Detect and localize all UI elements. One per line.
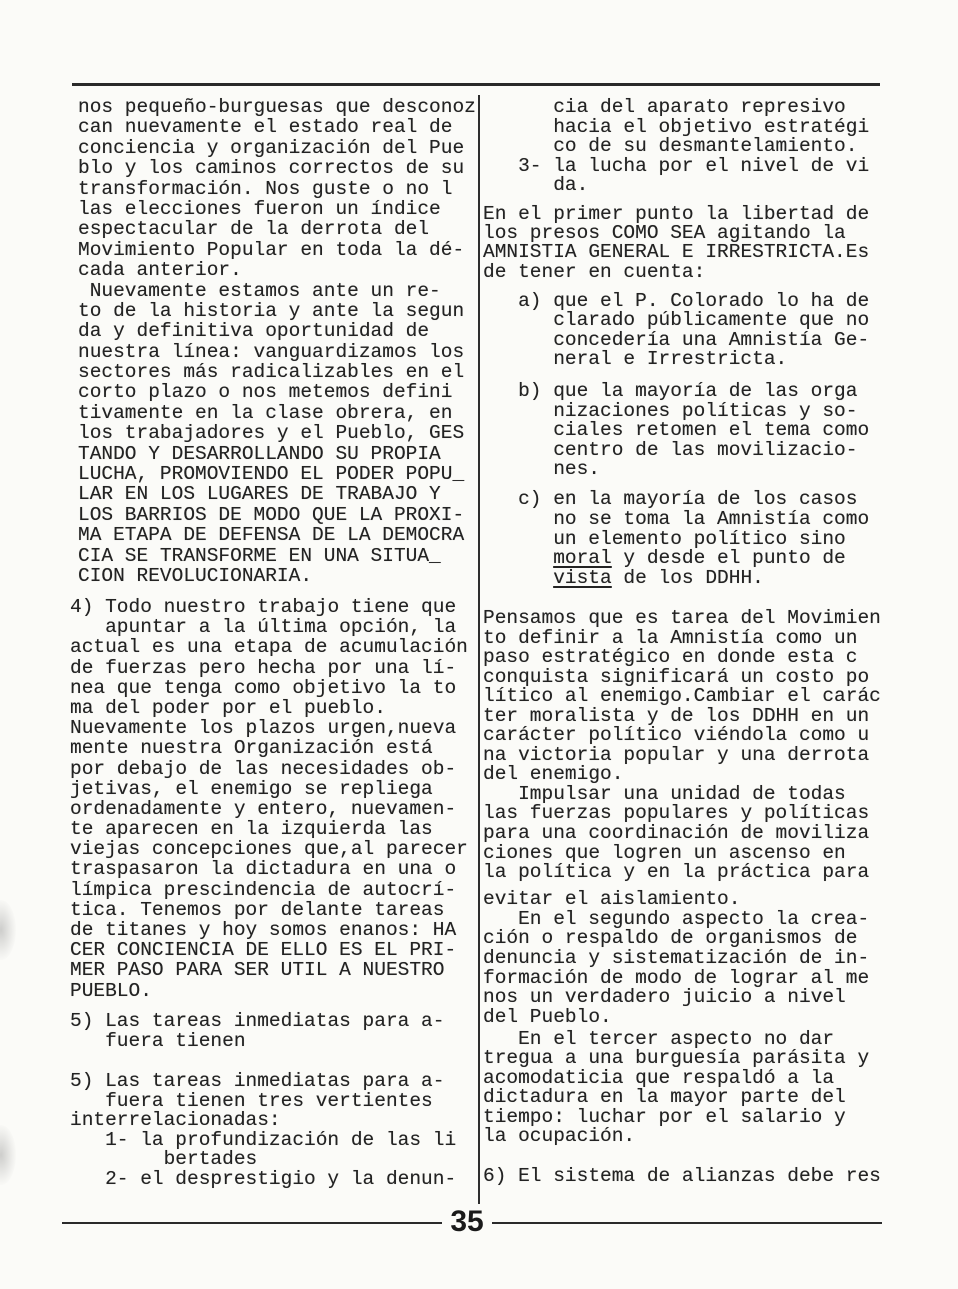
text-line: to de la historia y ante la segun — [78, 299, 465, 322]
text-line: ter moralista y de los DDHH en un — [483, 704, 870, 727]
text-line: corto plazo o nos metemos defini — [78, 381, 453, 404]
text-line: del Pueblo. — [483, 1006, 612, 1029]
text-line: lítico al enemigo.Cambiar el carác — [483, 685, 881, 708]
text-line: denuncia y sistematización de in- — [483, 947, 870, 970]
text-line: tivamente en la clase obrera, en — [78, 401, 453, 424]
right-paragraph-2 — [483, 205, 869, 282]
text-line: para una coordinación de moviliza — [483, 822, 870, 845]
text-line: AMNISTIA GENERAL E IRRESTRICTA.Es — [483, 241, 870, 264]
text-line: los presos COMO SEA agitando la — [483, 222, 846, 245]
text-line: actual es una etapa de acumulación — [70, 636, 468, 659]
text-segment: y desde el punto de — [611, 547, 846, 570]
list-item-a — [483, 292, 869, 370]
text-line: MA ETAPA DE DEFENSA DE LA DEMOCRA — [78, 524, 465, 547]
text-line: da y definitiva oportunidad de — [78, 320, 430, 343]
text-line: dictadura en la mayor parte del — [483, 1086, 846, 1109]
text-line: to definir a la Amnistía como un — [483, 626, 858, 649]
text-line: de titanes y hoy somos enanos: HA — [70, 919, 457, 941]
text-line: PUEBLO. — [70, 979, 152, 1002]
text-line: CION REVOLUCIONARIA. — [78, 564, 313, 587]
punch-hole-shadow — [0, 1125, 16, 1185]
text-line: interrelacionadas: — [70, 1109, 281, 1132]
left-paragraph-3 — [70, 1012, 444, 1051]
text-line: carácter político viéndola como u — [483, 724, 870, 747]
text-line: Impulsar una unidad de todas — [518, 782, 846, 805]
column-divider — [478, 95, 480, 1212]
underlined-word: vista — [553, 567, 612, 590]
text-line: nos pequeño-burguesas que desconoz — [78, 96, 476, 118]
text-line: ma del poder por el pueblo. — [70, 696, 386, 719]
text-line: En el primer punto la libertad de — [483, 203, 870, 225]
left-paragraph-4 — [70, 1072, 456, 1190]
text-line: te aparecen en la izquierda las — [70, 818, 433, 841]
text-line: 2- el desprestigio y la denun- — [105, 1167, 457, 1190]
text-line: fuera tienen tres vertientes — [105, 1089, 433, 1112]
page-number: 35 — [442, 1204, 492, 1240]
text-line: blo y los caminos correctos de su — [78, 157, 465, 180]
punch-hole-shadow — [0, 900, 16, 960]
text-line: LAR EN LOS LUGARES DE TRABAJO Y — [78, 483, 441, 506]
text-line: tregua a una burguesía parásita y — [483, 1047, 870, 1070]
text-line: da. — [553, 174, 589, 196]
text-line: centro de las movilizacio- — [553, 438, 858, 461]
right-paragraph-8 — [483, 1030, 869, 1146]
text-line: c) en la mayoría de los casos — [518, 488, 858, 510]
text-line: bertades — [163, 1148, 258, 1171]
text-line: nea que tenga como objetivo la to — [70, 676, 457, 699]
text-line: ciales retomen el tema como — [553, 419, 870, 442]
text-line: 4) Todo nuestro trabajo tiene que — [70, 596, 457, 618]
text-line: co de su desmantelamiento. — [553, 135, 858, 157]
text-line: las elecciones fueron un índice — [78, 197, 441, 220]
text-line: cia del aparato represivo — [553, 96, 846, 118]
text-line: acomodaticia que respaldó a la — [483, 1066, 835, 1089]
text-line: transformación. Nos guste o no l — [78, 177, 453, 200]
right-paragraph-9 — [483, 1166, 881, 1186]
text-line: sectores más radicalizables en el — [78, 361, 465, 384]
text-line: En el tercer aspecto no dar — [518, 1028, 835, 1050]
text-line: formación de modo de lograr al me — [483, 966, 870, 989]
text-line: Movimiento Popular en toda la dé- — [78, 238, 465, 261]
text-line: del enemigo. — [483, 763, 624, 786]
text-line: un elemento político sino — [553, 527, 846, 550]
text-line: 1- la profundización de las li — [105, 1128, 457, 1151]
text-line: los trabajadores y el Pueblo, GES — [78, 422, 465, 445]
text-line: LOS BARRIOS DE MODO QUE LA PROXI- — [78, 503, 465, 526]
left-paragraph-2 — [70, 597, 468, 1001]
text-line: clarado públicamente que no — [553, 309, 870, 332]
text-line: LUCHA, PROMOVIENDO EL PODER POPU_ — [78, 463, 465, 486]
text-segment: de los DDHH. — [611, 567, 764, 590]
text-line: nuestra línea: vanguardizamos los — [78, 340, 465, 363]
text-line: 5) Las tareas inmediatas para a- — [70, 1010, 445, 1032]
text-line: de fuerzas pero hecha por una lí- — [70, 656, 457, 679]
text-line: de tener en cuenta: — [483, 260, 706, 283]
text-line: En el segundo aspecto la crea- — [518, 907, 870, 930]
text-line: cada anterior. — [78, 259, 242, 282]
text-line: paso estratégico en donde esta c — [483, 646, 858, 669]
text-line: viejas concepciones que,al parecer — [70, 838, 468, 861]
text-line: espectacular de la derrota del — [78, 218, 430, 241]
text-line: las fuerzas populares y políticas — [483, 802, 870, 825]
text-line: fuera tienen — [105, 1029, 246, 1052]
text-line: nos un verdadero juicio a nivel — [483, 986, 846, 1009]
text-line: CER CONCIENCIA DE ELLO ES EL PRI- — [70, 939, 457, 962]
text-line: evitar el aislamiento. — [483, 888, 741, 910]
text-line: concedería una Amnistía Ge- — [553, 328, 870, 351]
text-line: hacia el objetivo estratégi — [553, 115, 870, 138]
top-rule — [72, 83, 880, 86]
right-paragraph-1 — [483, 98, 869, 196]
text-line: 3- la lucha por el nivel de vi — [518, 154, 870, 177]
text-line: 6) El sistema de alianzas debe res — [483, 1165, 881, 1187]
text-line: por debajo de las necesidades ob- — [70, 757, 457, 780]
text-line: nizaciones políticas y so- — [553, 399, 858, 422]
text-line: Nuevamente los plazos urgen,nueva — [70, 717, 457, 740]
text-line: ción o respaldo de organismos de — [483, 927, 858, 950]
text-line: a) que el P. Colorado lo ha de — [518, 290, 870, 312]
text-line: la política y en la práctica para — [483, 861, 870, 884]
text-line: can nuevamente el estado real de — [78, 116, 453, 139]
right-paragraph-7 — [483, 890, 869, 1028]
text-line — [483, 569, 869, 589]
text-line: ordenadamente y entero, nuevamen- — [70, 797, 457, 820]
text-line: tica. Tenemos por delante tareas — [70, 898, 445, 921]
text-line: jetivas, el enemigo se repliega — [70, 777, 433, 800]
text-line: mente nuestra Organización está — [70, 737, 433, 760]
list-item-b — [483, 382, 869, 480]
text-line: b) que la mayoría de las orga — [518, 380, 858, 402]
text-line: na victoria popular y una derrota — [483, 743, 870, 766]
text-line: nes. — [553, 458, 601, 481]
text-line: la ocupación. — [483, 1124, 636, 1147]
text-line: CIA SE TRANSFORME EN UNA SITUA_ — [78, 544, 441, 567]
text-line: ciones que logren un ascenso en — [483, 841, 846, 864]
text-line: tiempo: luchar por el salario y — [483, 1105, 846, 1128]
left-paragraph-1 — [78, 97, 476, 586]
text-line: conquista significará un costo po — [483, 665, 870, 688]
text-line: traspasaron la dictadura en una o — [70, 858, 457, 881]
text-line: 5) Las tareas inmediatas para a- — [70, 1070, 445, 1092]
text-line: no se toma la Amnistía como — [553, 507, 870, 530]
text-line: conciencia y organización del Pue — [78, 136, 465, 159]
text-line: apuntar a la última opción, la — [105, 616, 457, 639]
text-line: neral e Irrestricta. — [553, 348, 788, 371]
text-line: límpica prescindencia de autocrí- — [70, 878, 457, 901]
text-line: MER PASO PARA SER UTIL A NUESTRO — [70, 959, 445, 982]
text-line: Nuevamente estamos ante un re- — [89, 279, 441, 302]
text-line: TANDO Y DESARROLLANDO SU PROPIA — [78, 442, 441, 465]
list-item-c — [483, 490, 869, 589]
right-paragraph-6 — [483, 609, 881, 883]
text-line: Pensamos que es tarea del Movimien — [483, 607, 881, 629]
underlined-word: moral — [553, 547, 612, 570]
